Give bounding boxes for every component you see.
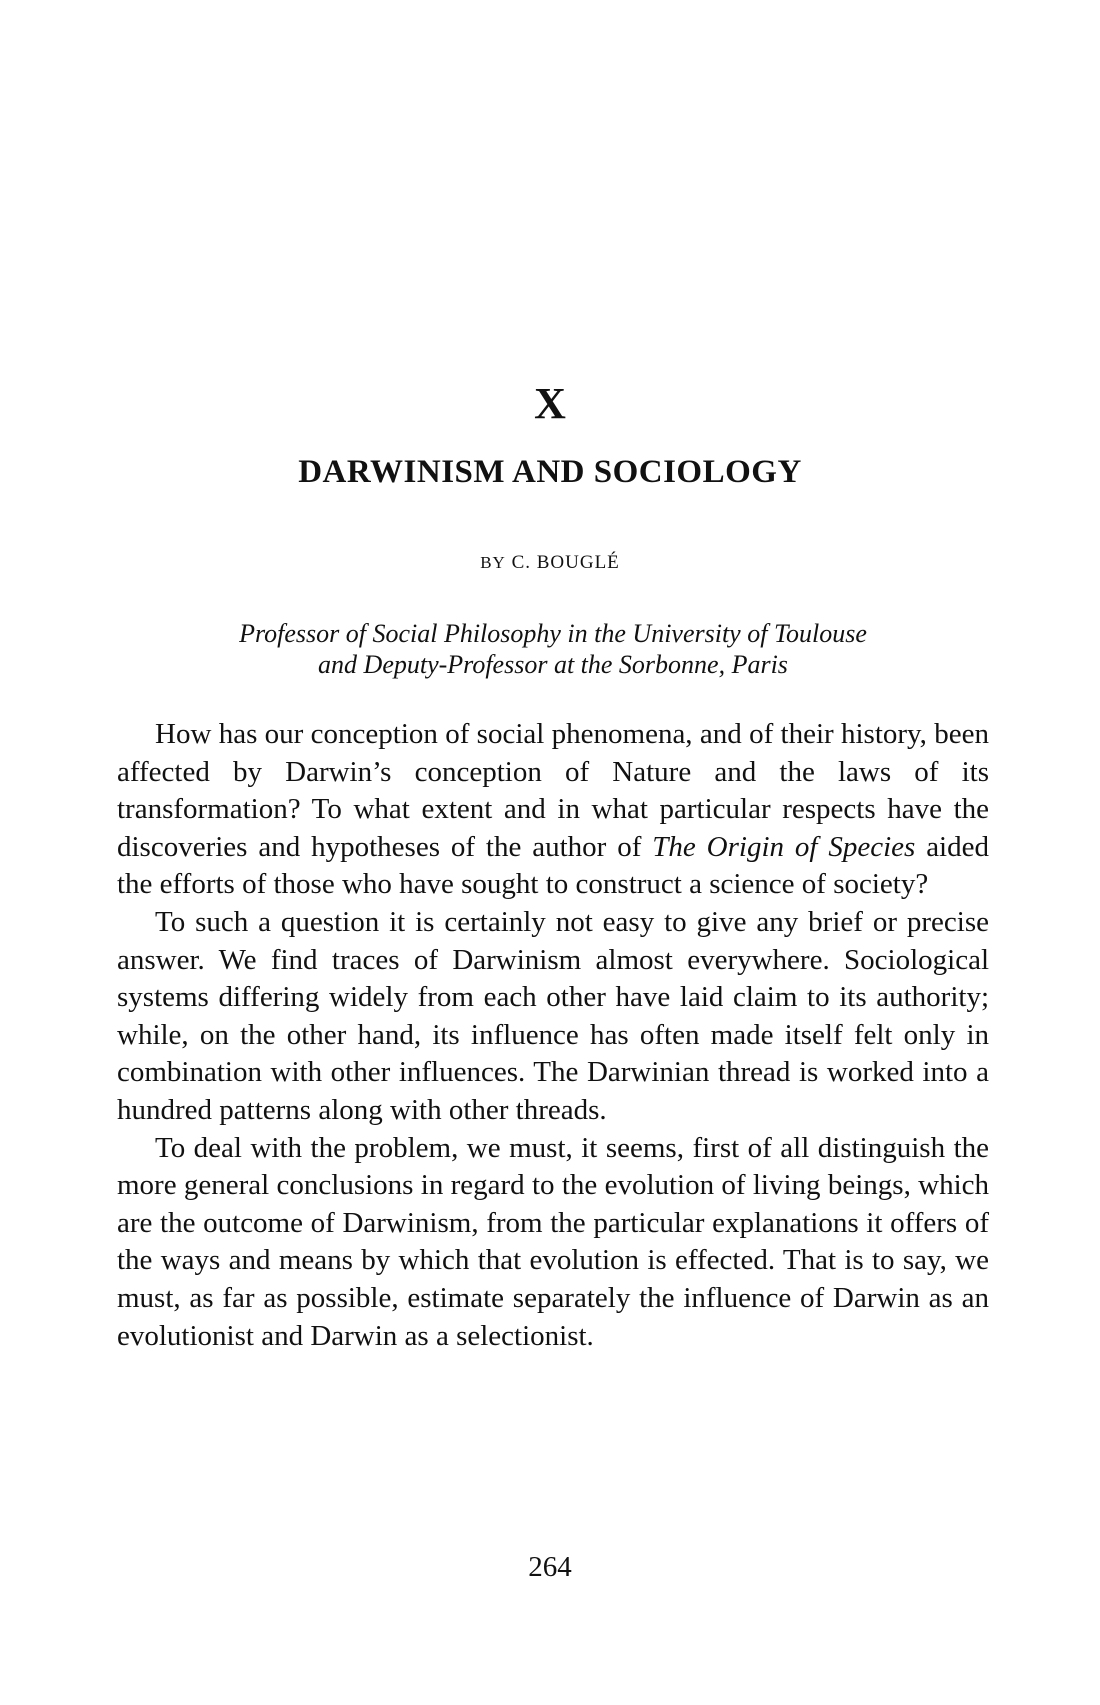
paragraph-3: To deal with the problem, we must, it seems, first of all distinguish the more general conclusions in regard to the evolution of living beings, which are the outcome of Darwinism, from the particular explanations it offers of the ways and means by which that evolution is effected. That is to say, we must, as far as possible, estimate separately the influence of Darwin as an evolutionist and Darwin as a selectionist. [117, 1131, 989, 1352]
byline [0, 553, 1100, 572]
chapter-number: X [534, 379, 566, 428]
affiliation-line-2: and Deputy-Professor at the Sorbonne, Paris [318, 650, 788, 679]
author-name: C. BOUGLÉ [511, 552, 620, 573]
affiliation-line-1: Professor of Social Philosophy in the University of Toulouse [239, 619, 867, 648]
chapter-title: DARWINISM AND SOCIOLOGY [298, 454, 802, 490]
paragraph-1-text-a: How has our conception of social phenomena, and of their history, been affected by Darwin’s conception of Nature and the laws of its transformation? To what extent and in what particular respects have the discoveries and hypotheses of the author of [117, 718, 989, 863]
paragraph-2: To such a question it is certainly not easy to give any brief or precise answer. We find traces of Darwinism almost everywhere. Sociological systems differing widely from each other have laid claim to its authority; while, on the other hand, its influence has often made itself felt only in combination with other influences. The Darwinian thread is worked into a hundred patterns along with other threads. [117, 905, 989, 1126]
body-text [117, 716, 989, 1355]
page-number: 264 [528, 1551, 572, 1583]
paragraph-1-text-b: aided the efforts of those who have sought to construct a science of society? [117, 830, 989, 901]
paragraph-1 [117, 716, 989, 904]
byline-prefix: BY [480, 553, 506, 572]
book-title: The Origin of Species [652, 830, 916, 863]
author-affiliation [117, 618, 989, 680]
